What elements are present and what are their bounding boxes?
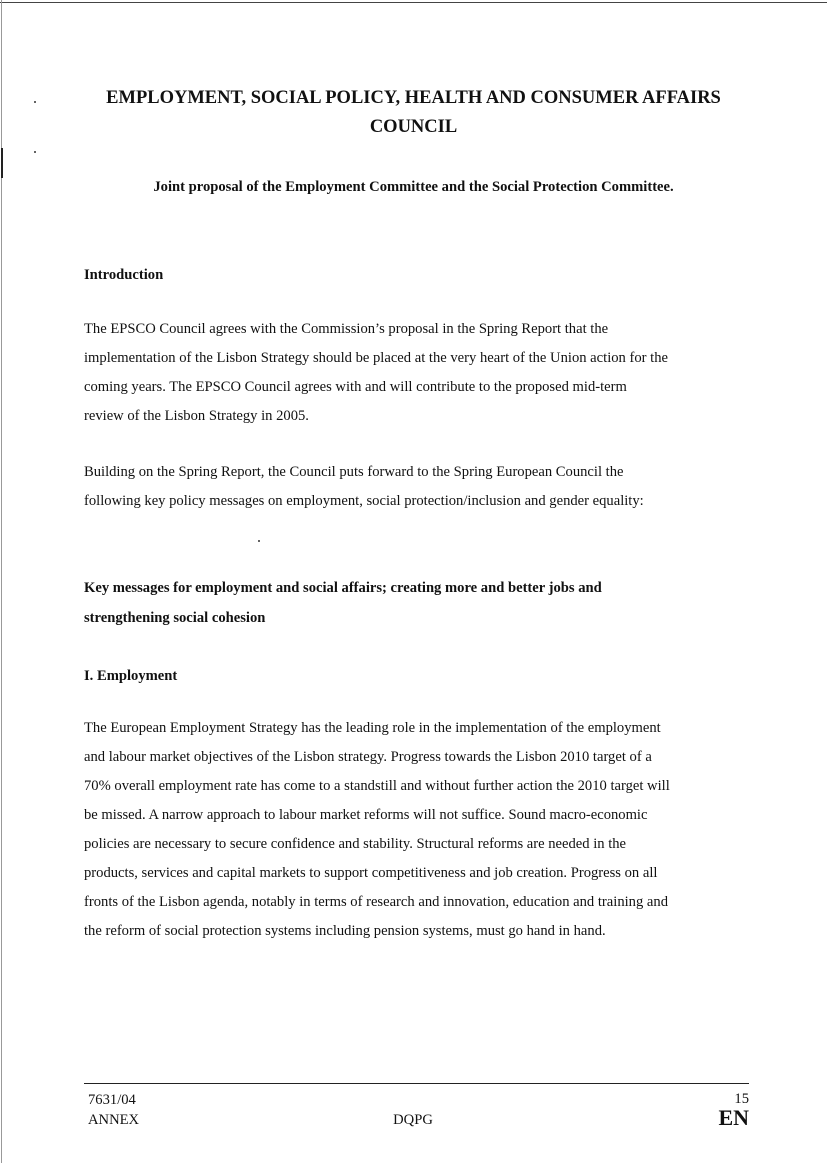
scan-speck (34, 151, 36, 153)
section-heading-key-messages (84, 573, 744, 633)
footer-language-code: EN (718, 1105, 749, 1130)
text-line: following key policy messages on employment, social protection/inclusion and gender equality: (84, 493, 644, 509)
text-line: and labour market objectives of the Lisbon strategy. Progress towards the Lisbon 2010 target of a (84, 749, 652, 765)
footer-doc-number: 7631/04 (88, 1092, 136, 1108)
text-line: the reform of social protection systems including pension systems, must go hand in hand. (84, 923, 606, 939)
heading-line: Key messages for employment and social affairs; creating more and better jobs and (84, 580, 602, 596)
footer-divider (84, 1083, 749, 1084)
text-line: The European Employment Strategy has the leading role in the implementation of the employment (84, 720, 661, 736)
scan-border-top (0, 2, 827, 3)
section-heading-employment: I. Employment (84, 668, 178, 684)
text-line: fronts of the Lisbon agenda, notably in terms of research and innovation, education and training and (84, 894, 668, 910)
introduction-paragraph-1 (84, 315, 754, 431)
section-heading-introduction: Introduction (84, 267, 164, 283)
text-line: coming years. The EPSCO Council agrees with and will contribute to the proposed mid-term (84, 379, 627, 395)
scan-speck (258, 540, 260, 542)
footer-annex: ANNEX (88, 1112, 140, 1128)
text-line: 70% overall employment rate has come to a standstill and without further action the 2010 target will (84, 778, 670, 794)
scan-mark (1, 148, 3, 178)
text-line: Building on the Spring Report, the Council puts forward to the Spring European Council the (84, 464, 624, 480)
text-line: policies are necessary to secure confidence and stability. Structural reforms are needed in the (84, 836, 627, 852)
scan-speck (34, 101, 36, 103)
text-line: be missed. A narrow approach to labour market reforms will not suffice. Sound macro-economic (84, 807, 648, 823)
text-line: products, services and capital markets to support competitiveness and job creation. Progress on all (84, 865, 658, 881)
text-line: The EPSCO Council agrees with the Commission’s proposal in the Spring Report that the (84, 321, 609, 337)
page-subtitle: Joint proposal of the Employment Committee and the Social Protection Committee. (153, 179, 674, 195)
introduction-paragraph-2 (84, 458, 754, 516)
footer-page-number: 15 (734, 1091, 749, 1107)
footer-dept: DQPG (393, 1112, 433, 1128)
text-line: review of the Lisbon Strategy in 2005. (84, 408, 309, 424)
employment-paragraph (84, 714, 754, 946)
heading-line: strengthening social cohesion (84, 610, 266, 626)
page-title-line: EMPLOYMENT, SOCIAL POLICY, HEALTH AND CONSUMER AFFAIRS (106, 88, 721, 108)
page-title (60, 84, 767, 142)
text-line: implementation of the Lisbon Strategy should be placed at the very heart of the Union action for the (84, 350, 668, 366)
page-title-line: COUNCIL (369, 117, 458, 137)
